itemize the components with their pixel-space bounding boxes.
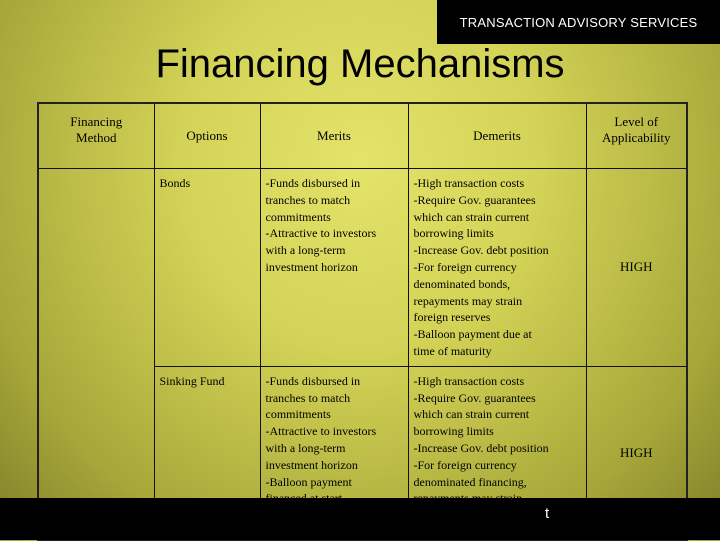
demerit-line: borrowing limits bbox=[413, 424, 494, 439]
merit-line: with a long-term bbox=[265, 243, 346, 258]
demerit-line: -For foreign currency bbox=[413, 259, 517, 274]
merit-line: -Funds disbursed in bbox=[265, 176, 361, 190]
header-level-line-2: Applicability bbox=[601, 130, 671, 145]
merit-line: -Funds disbursed in bbox=[265, 373, 361, 388]
page-title: Financing Mechanisms bbox=[155, 42, 565, 86]
table-header-row bbox=[38, 103, 687, 169]
demerit-line: repayments may strain bbox=[413, 293, 523, 308]
demerit-line: time of maturity bbox=[413, 343, 492, 358]
option-cell: Bonds bbox=[154, 169, 260, 367]
demerits-cell bbox=[408, 169, 586, 367]
top-banner bbox=[437, 0, 720, 44]
merit-line: tranches to match bbox=[265, 390, 351, 405]
table-row bbox=[38, 169, 687, 367]
option-cell: Sinking Fund bbox=[154, 366, 260, 540]
demerit-line: -For foreign currency bbox=[413, 457, 517, 472]
header-merits: Merits bbox=[260, 103, 408, 169]
demerit-line: -High transaction costs bbox=[413, 176, 525, 190]
financing-table bbox=[37, 102, 688, 541]
merit-line: -Attractive to investors bbox=[265, 226, 377, 241]
banner-text: TRANSACTION ADVISORY SERVICES bbox=[459, 14, 698, 30]
level-cell: HIGH bbox=[586, 169, 687, 367]
demerit-line: which can strain current bbox=[413, 209, 530, 224]
merits-cell bbox=[260, 169, 408, 367]
demerit-line: -Require Gov. guarantees bbox=[413, 192, 536, 207]
header-method-line-2: Method bbox=[76, 130, 117, 145]
demerit-line: denominated bonds, bbox=[413, 276, 511, 291]
merit-line: -Attractive to investors bbox=[265, 424, 377, 439]
demerit-line: -Increase Gov. debt position bbox=[413, 440, 549, 455]
demerit-line: foreign reserves bbox=[413, 310, 491, 325]
demerit-line: -Balloon payment due at bbox=[413, 327, 532, 342]
demerit-line: -Increase Gov. debt position bbox=[413, 243, 549, 258]
merit-line: -Balloon payment bbox=[265, 474, 352, 489]
header-level-line-1: Level of bbox=[614, 114, 659, 129]
header-options: Options bbox=[154, 103, 260, 169]
header-financing-method bbox=[38, 103, 154, 169]
header-method-line-1: Financing bbox=[70, 114, 123, 129]
header-level-of-applicability bbox=[586, 103, 687, 169]
level-cell: HIGH bbox=[586, 366, 687, 540]
merit-line: investment horizon bbox=[265, 259, 358, 274]
demerit-line: denominated financing, bbox=[413, 474, 527, 489]
demerit-line: -Require Gov. guarantees bbox=[413, 390, 536, 405]
merit-line: commitments bbox=[265, 209, 331, 224]
demerit-line: -High transaction costs bbox=[413, 373, 525, 388]
merit-line: tranches to match bbox=[265, 192, 351, 207]
merit-line: investment horizon bbox=[265, 457, 358, 472]
demerit-line: which can strain current bbox=[413, 407, 530, 422]
merit-line: commitments bbox=[265, 407, 331, 422]
footer-char: t bbox=[545, 505, 550, 522]
header-demerits: Demerits bbox=[408, 103, 586, 169]
method-cell bbox=[38, 169, 154, 367]
demerit-line: borrowing limits bbox=[413, 226, 494, 241]
merit-line: with a long-term bbox=[265, 440, 346, 455]
bottom-bar bbox=[0, 498, 720, 540]
